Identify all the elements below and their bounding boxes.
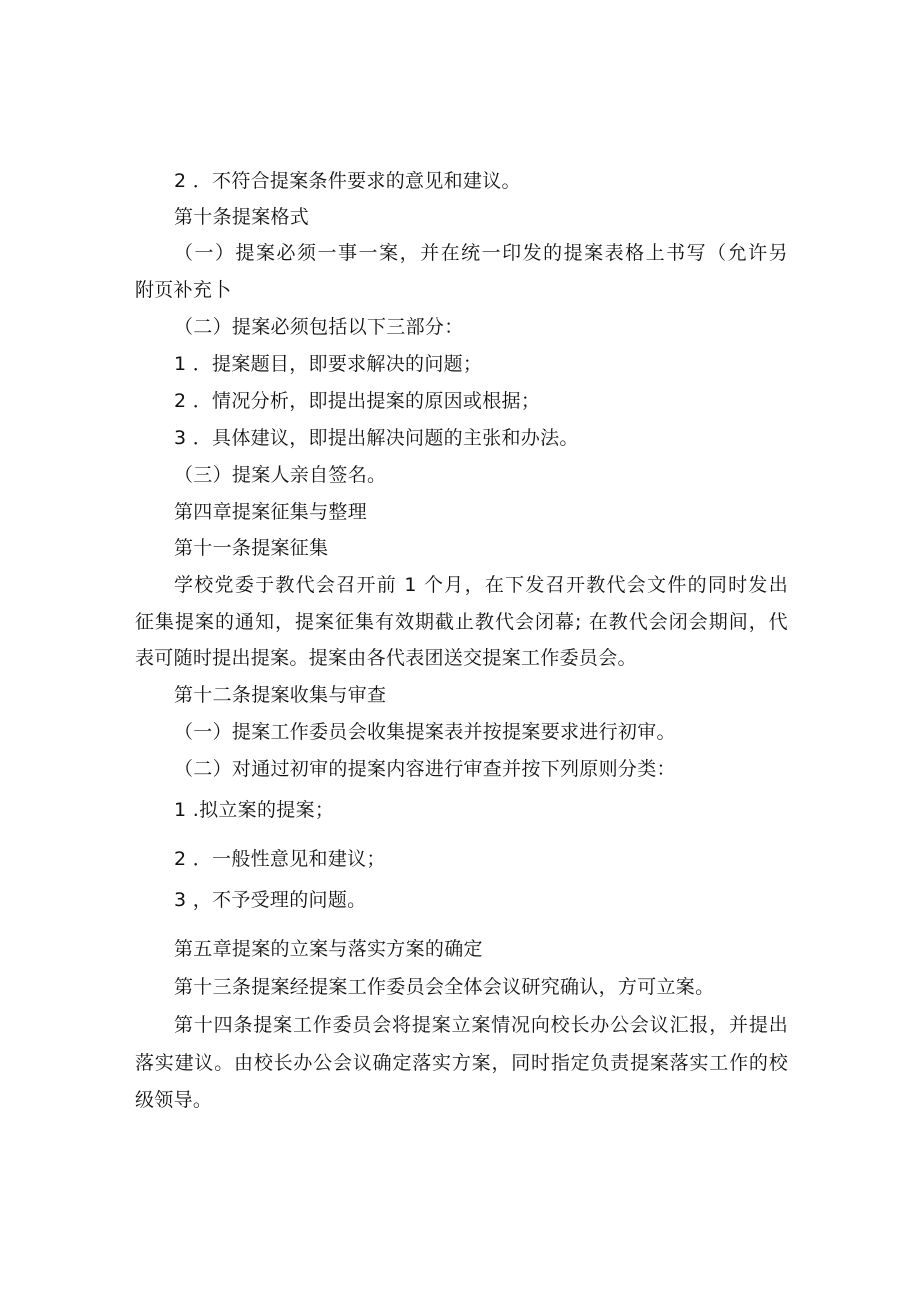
article-10-heading: 第十条提案格式: [174, 206, 310, 228]
category-3: 3 ，不予受理的问题。: [174, 889, 367, 911]
article-14-line-2: 落实建议。由校长办公会议确定落实方案，同时指定负责提案落实工作的校: [135, 1052, 788, 1074]
part-1: 1 ．提案题目，即要求解决的问题；: [174, 353, 483, 375]
category-2: 2 ．一般性意见和建议；: [174, 848, 386, 870]
chapter-5-heading: 第五章提案的立案与落实方案的确定: [174, 938, 483, 960]
article-14-line-3: 级领导。: [135, 1089, 213, 1111]
clause-1-line-2: 附页补充卜: [135, 279, 232, 301]
article-11-heading: 第十一条提案征集: [174, 537, 329, 559]
review-clause-1: （一）提案工作委员会收集提案表并按提案要求进行初审。: [174, 721, 676, 743]
article-14-line-1: 第十四条提案工作委员会将提案立案情况向校长办公会议汇报，并提出: [174, 1014, 788, 1036]
article-11-line-1: 学校党委于教代会召开前 1 个月，在下发召开教代会文件的同时发出: [174, 574, 788, 596]
clause-2: （二）提案必须包括以下三部分：: [174, 316, 464, 338]
article-13: 第十三条提案经提案工作委员会全体会议研究确认，方可立案。: [174, 976, 715, 998]
chapter-4-heading: 第四章提案征集与整理: [174, 501, 368, 523]
article-11-line-2: 征集提案的通知，提案征集有效期截止教代会闭幕; 在教代会闭会期间，代: [135, 611, 788, 633]
article-11-line-3: 表可随时提出提案。提案由各代表团送交提案工作委员会。: [135, 647, 637, 669]
review-clause-2: （二）对通过初审的提案内容进行审查并按下列原则分类：: [174, 758, 676, 780]
article-12-heading: 第十二条提案收集与审查: [174, 684, 387, 706]
clause-1-line-1: （一）提案必须一事一案，并在统一印发的提案表格上书写（允许另: [174, 242, 788, 264]
clause-3: （三）提案人亲自签名。: [174, 464, 387, 486]
item-2-not-qualified: 2 ．不符合提案条件要求的意见和建议。: [174, 170, 521, 192]
category-1: 1 .拟立案的提案；: [174, 799, 335, 821]
part-2: 2 ．情况分析，即提出提案的原因或根据；: [174, 390, 541, 412]
part-3: 3 ．具体建议，即提出解决问题的主张和办法。: [174, 427, 579, 449]
